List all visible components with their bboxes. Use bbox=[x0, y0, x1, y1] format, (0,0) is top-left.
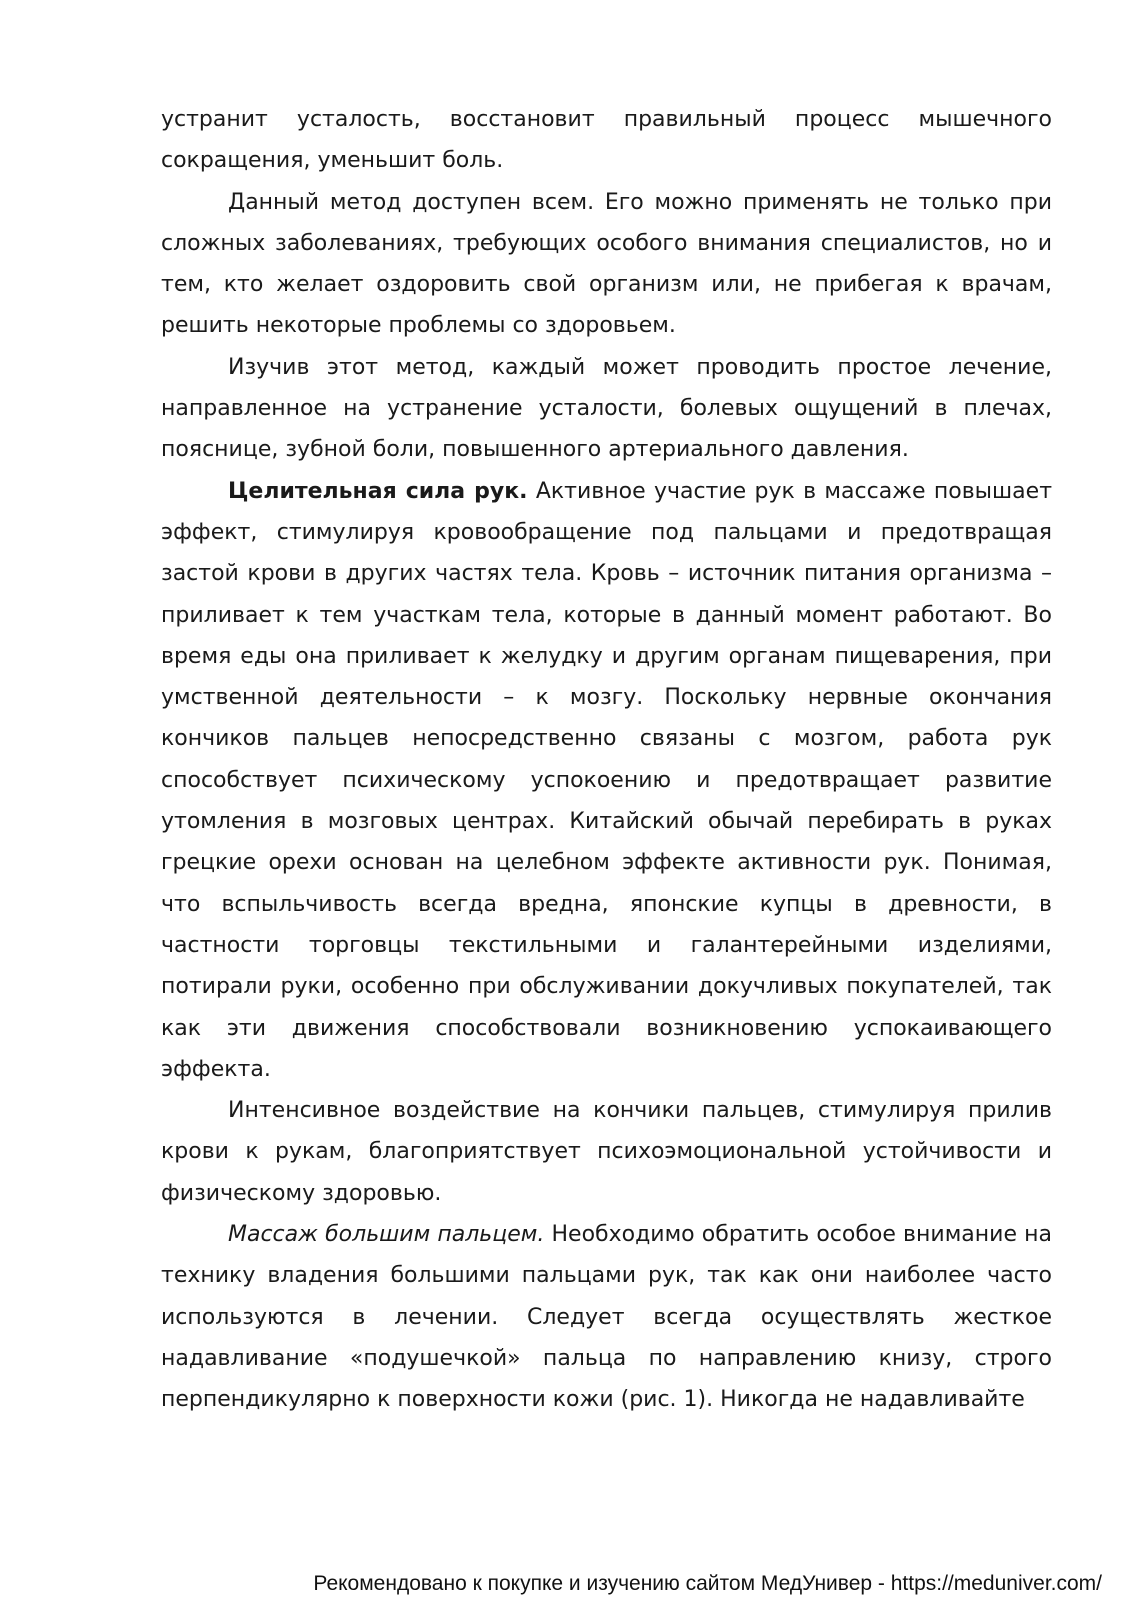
paragraph-text: Необходимо обратить особое внимание на технику владения большими пальцами рук, так как они наиболее часто используются в лечении. Следует всегда осуществлять жесткое надавливание «подушечкой» пальца по направлению книзу, строго перпендикулярно к поверхности кожи (рис. 1). Никогда не надавливайте bbox=[161, 1222, 1053, 1413]
section-heading-healing-hands: Целительная сила рук. bbox=[228, 478, 528, 504]
paragraph-text: Активное участие рук в массаже повышает эффект, стимулируя кровообращение под пальцами и предотвращая застой крови в других частях тела. Кровь – источник питания организма – приливает к тем участкам тела, которые в данный момент работают. Во время еды она приливает к желудку и другим органам пищеварения, при умственной деятельности – к мозгу. Поскольку нервные окончания кончиков пальцев непосредственно связаны с мозгом, работа рук способствует психическому успокоению и предотвращает развитие утомления в мозговых центрах. Китайский обычай перебирать в руках грецкие орехи основан на целебном эффекте активности рук. Понимая, что вспыльчивость всегда вредна, японские купцы в древности, в частности торговцы текстильными и галантерейными изделиями, потирали руки, особенно при обслуживании докучливых покупателей, так как эти движения способствовали возникновению успокаивающего эффекта. bbox=[161, 478, 1053, 1082]
section-heading-thumb-massage: Массаж большим пальцем. bbox=[228, 1222, 545, 1248]
paragraph bbox=[161, 182, 1052, 347]
paragraph bbox=[161, 347, 1052, 471]
paragraph-text: Изучив этот метод, каждый может проводить простое лечение, направленное на устранение усталости, болевых ощущений в плечах, пояснице, зубной боли, повышенного артериального давления. bbox=[161, 354, 1052, 463]
footer-recommendation: Рекомендовано к покупке и изучению сайтом МедУнивер - https://meduniver.com/ bbox=[313, 1572, 1102, 1595]
paragraph bbox=[161, 1214, 1052, 1420]
paragraph bbox=[161, 471, 1052, 1090]
paragraph-text: Данный метод доступен всем. Его можно применять не только при сложных заболеваниях, требующих особого внимания специалистов, но и тем, кто желает оздоровить свой организм или, не прибегая к врачам, решить некоторые проблемы со здоровьем. bbox=[161, 189, 1052, 339]
paragraph-text: устранит усталость, восстановит правильный процесс мышечного сокращения, уменьшит боль. bbox=[161, 107, 1052, 174]
paragraph bbox=[161, 1090, 1052, 1214]
paragraph-text: Интенсивное воздействие на кончики пальцев, стимулируя прилив крови к рукам, благоприятствует психоэмоциональной устойчивости и физическому здоровью. bbox=[161, 1098, 1052, 1206]
document-body bbox=[161, 99, 1052, 1421]
paragraph bbox=[161, 99, 1052, 182]
